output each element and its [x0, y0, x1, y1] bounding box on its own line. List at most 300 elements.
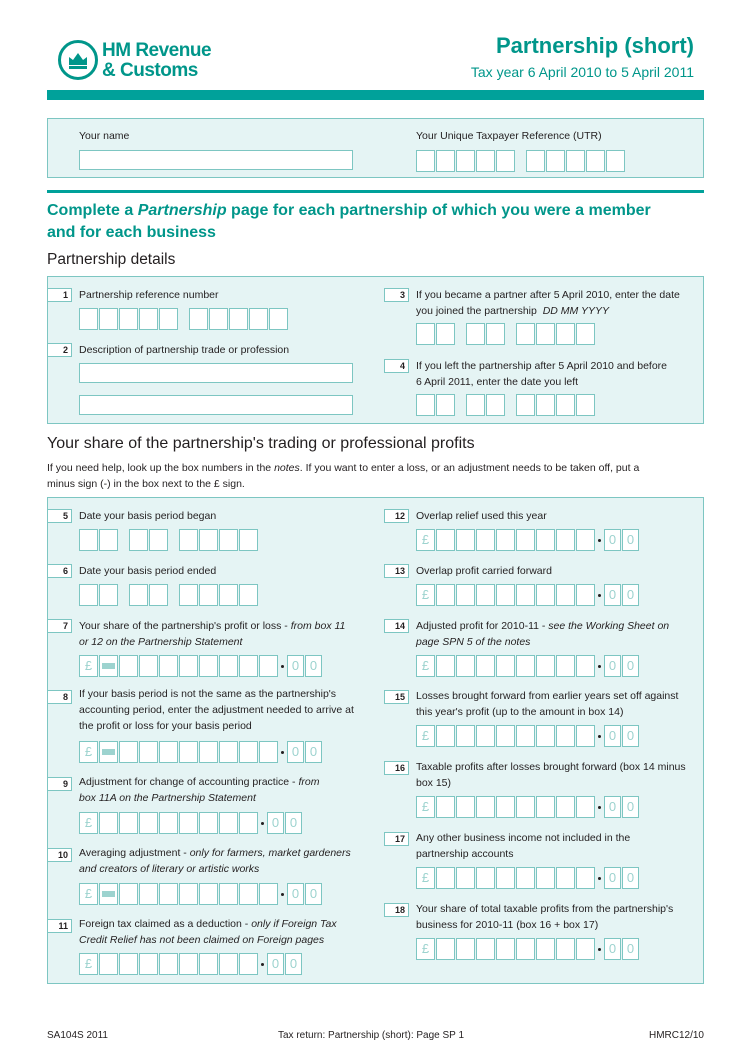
pence-zero: 0 [604, 584, 621, 606]
box-number: 16 [384, 761, 409, 775]
digit-cell[interactable] [556, 584, 575, 606]
cell-gap [119, 584, 129, 606]
digit-cell[interactable] [79, 308, 98, 330]
box10-label [79, 845, 351, 877]
box-number: 10 [47, 848, 72, 862]
pence-zero: 0 [604, 796, 621, 818]
digit-cell[interactable] [99, 308, 118, 330]
digit-cell[interactable] [229, 308, 248, 330]
trade-description-field-1[interactable] [79, 363, 353, 383]
digit-cell[interactable] [576, 394, 595, 416]
label-text: only for farmers, market gardeners [189, 847, 351, 859]
digit-cell[interactable] [199, 584, 218, 606]
digit-cell[interactable] [179, 584, 198, 606]
logo-line2: & Customs [102, 60, 198, 81]
digit-cell[interactable] [536, 529, 555, 551]
digit-cell[interactable] [436, 150, 455, 172]
digit-cell[interactable] [476, 867, 495, 889]
digit-cell[interactable] [576, 938, 595, 960]
digit-cell[interactable] [239, 953, 258, 975]
digit-cell[interactable] [436, 323, 455, 345]
basis-period-began-field[interactable] [79, 529, 259, 551]
digit-cell[interactable] [496, 655, 515, 677]
digit-cell[interactable] [476, 938, 495, 960]
digit-cell[interactable] [566, 150, 585, 172]
label-text: Partnership [137, 202, 227, 219]
digit-cell[interactable] [496, 150, 515, 172]
partnership-reference-field[interactable] [79, 308, 289, 330]
digit-cell[interactable] [149, 529, 168, 551]
adjusted-profit-field[interactable] [416, 655, 640, 677]
digit-cell[interactable] [496, 529, 515, 551]
digit-cell[interactable] [456, 529, 475, 551]
digit-cell[interactable] [259, 883, 278, 905]
box8-label [79, 686, 354, 734]
digit-cell[interactable] [239, 812, 258, 834]
digit-cell[interactable] [606, 150, 625, 172]
box-number: 15 [384, 690, 409, 704]
digit-cell[interactable] [149, 584, 168, 606]
pence-zero: 0 [622, 867, 639, 889]
digit-cell[interactable] [516, 529, 535, 551]
digit-cell[interactable] [139, 308, 158, 330]
profits-panel [47, 497, 704, 984]
digit-cell[interactable] [259, 741, 278, 763]
label-text: Any other business income not included in the [416, 832, 631, 844]
cell-gap [169, 584, 179, 606]
digit-cell[interactable] [139, 953, 158, 975]
digit-cell[interactable] [516, 655, 535, 677]
box12-label: Overlap relief used this year [416, 510, 547, 522]
digit-cell[interactable] [79, 529, 98, 551]
digit-cell[interactable] [436, 584, 455, 606]
digit-cell[interactable] [476, 796, 495, 818]
digit-cell[interactable] [556, 323, 575, 345]
overlap-profit-field[interactable] [416, 584, 640, 606]
box9-label [79, 774, 319, 806]
date-left-field[interactable] [416, 394, 596, 416]
taxable-profits-field[interactable] [416, 796, 640, 818]
pence-zero: 0 [604, 655, 621, 677]
pence-zero: 0 [287, 883, 304, 905]
label-text: Averaging adjustment - [79, 847, 190, 859]
pence-zero: 0 [285, 953, 302, 975]
hmrc-logo [58, 40, 238, 84]
taxpayer-panel [47, 118, 704, 178]
digit-cell[interactable] [219, 655, 238, 677]
decimal-point [596, 867, 604, 889]
digit-cell[interactable] [99, 584, 118, 606]
label-text: 6 April 2011, enter the date you left [416, 376, 579, 388]
decimal-point [279, 741, 287, 763]
your-name-field[interactable] [79, 150, 353, 170]
pound-sign: £ [416, 529, 435, 551]
digit-cell[interactable] [516, 725, 535, 747]
digit-cell[interactable] [119, 953, 138, 975]
label-text: box 11A on the Partnership Statement [79, 792, 256, 804]
cell-gap [456, 323, 466, 345]
box2-label: Description of partnership trade or profession [79, 344, 290, 356]
section-divider [47, 190, 704, 193]
box-number: 2 [47, 343, 72, 357]
digit-cell[interactable] [516, 867, 535, 889]
decimal-point [259, 812, 267, 834]
digit-cell[interactable] [556, 655, 575, 677]
crown-crest-icon [58, 40, 98, 80]
digit-cell[interactable] [119, 883, 138, 905]
box-number: 12 [384, 509, 409, 523]
digit-cell[interactable] [79, 584, 98, 606]
digit-cell[interactable] [576, 867, 595, 889]
digit-cell[interactable] [516, 394, 535, 416]
digit-cell[interactable] [466, 323, 485, 345]
box6-label: Date your basis period ended [79, 565, 217, 577]
digit-cell[interactable] [199, 812, 218, 834]
digit-cell[interactable] [436, 796, 455, 818]
digit-cell[interactable] [249, 308, 268, 330]
label-text: or 12 on the Partnership Statement [79, 636, 243, 648]
digit-cell[interactable] [199, 953, 218, 975]
label-text: DD MM YYYY [542, 305, 610, 317]
footer-version: HMRC12/10 [648, 1030, 704, 1041]
digit-cell[interactable] [516, 938, 535, 960]
pence-zero: 0 [287, 741, 304, 763]
share-help-text [47, 460, 707, 492]
digit-cell[interactable] [436, 725, 455, 747]
digit-cell[interactable] [159, 655, 178, 677]
share-profit-loss-field[interactable] [79, 655, 323, 677]
label-text: partnership accounts [416, 848, 514, 860]
digit-cell[interactable] [219, 741, 238, 763]
box3-label [416, 287, 680, 319]
digit-cell[interactable] [456, 867, 475, 889]
digit-cell[interactable] [516, 796, 535, 818]
pence-zero: 0 [604, 529, 621, 551]
decimal-point [596, 796, 604, 818]
digit-cell[interactable] [199, 883, 218, 905]
box-number: 6 [47, 564, 72, 578]
your-name-label: Your name [79, 130, 130, 142]
label-text: box 15) [416, 777, 452, 789]
box-number: 4 [384, 359, 409, 373]
digit-cell[interactable] [576, 323, 595, 345]
intro-heading [47, 200, 707, 244]
decimal-point [596, 529, 604, 551]
label-text: page SPN 5 of the notes [416, 636, 531, 648]
utr-field[interactable] [416, 150, 626, 172]
label-text: the profit or loss for your basis period [79, 720, 252, 732]
digit-cell[interactable] [239, 741, 258, 763]
box5-label: Date your basis period began [79, 510, 217, 522]
digit-cell[interactable] [129, 584, 148, 606]
digit-cell[interactable] [416, 323, 435, 345]
pound-sign: £ [79, 655, 98, 677]
label-text: business for 2010-11 (box 16 + box 17) [416, 919, 599, 931]
box16-label [416, 759, 686, 791]
label-text: Adjustment for change of accounting practice - [79, 776, 299, 788]
digit-cell[interactable] [526, 150, 545, 172]
digit-cell[interactable] [199, 655, 218, 677]
label-text: minus sign (-) in the box next to the £ sign. [47, 478, 245, 490]
label-text: Your share of total taxable profits from the partnership's [416, 903, 674, 915]
box-number: 17 [384, 832, 409, 846]
pence-zero: 0 [604, 725, 621, 747]
digit-cell[interactable] [456, 796, 475, 818]
digit-cell[interactable] [159, 308, 178, 330]
trade-description-field-2[interactable] [79, 395, 353, 415]
page-title: Partnership (short) [495, 33, 694, 58]
footer-form-code: SA104S 2011 [47, 1030, 108, 1041]
label-text: Losses brought forward from earlier years set off against [416, 690, 679, 702]
digit-cell[interactable] [416, 394, 435, 416]
digit-cell[interactable] [456, 150, 475, 172]
digit-cell[interactable] [219, 812, 238, 834]
digit-cell[interactable] [239, 883, 258, 905]
pound-sign: £ [416, 867, 435, 889]
digit-cell[interactable] [119, 812, 138, 834]
label-text: from [298, 776, 320, 788]
digit-cell[interactable] [546, 150, 565, 172]
cell-gap [506, 394, 516, 416]
digit-cell[interactable] [139, 741, 158, 763]
digit-cell[interactable] [536, 867, 555, 889]
digit-cell[interactable] [496, 938, 515, 960]
digit-cell[interactable] [179, 655, 198, 677]
digit-cell[interactable] [219, 953, 238, 975]
foreign-tax-field[interactable] [79, 953, 303, 975]
cell-gap [506, 323, 516, 345]
header-bar [47, 90, 704, 100]
decimal-point [279, 655, 287, 677]
averaging-adjustment-field[interactable] [79, 883, 323, 905]
digit-cell[interactable] [556, 938, 575, 960]
minus-sign-box[interactable] [99, 883, 118, 905]
digit-cell[interactable] [179, 529, 198, 551]
label-text: If you became a partner after 5 April 2010, enter the date [416, 289, 680, 301]
pence-zero: 0 [267, 812, 284, 834]
overlap-relief-field[interactable] [416, 529, 640, 551]
label-text: Taxable profits after losses brought forward (box 14 minus [416, 761, 686, 773]
digit-cell[interactable] [476, 725, 495, 747]
digit-cell[interactable] [456, 938, 475, 960]
digit-cell[interactable] [239, 655, 258, 677]
label-text: notes [274, 462, 300, 474]
digit-cell[interactable] [436, 394, 455, 416]
box1-label: Partnership reference number [79, 289, 219, 301]
digit-cell[interactable] [556, 867, 575, 889]
digit-cell[interactable] [159, 953, 178, 975]
footer-page-label: Tax return: Partnership (short): Page SP 1 [278, 1030, 465, 1041]
digit-cell[interactable] [99, 953, 118, 975]
digit-cell[interactable] [486, 323, 505, 345]
digit-cell[interactable] [219, 529, 238, 551]
decimal-point [279, 883, 287, 905]
basis-period-ended-field[interactable] [79, 584, 259, 606]
digit-cell[interactable] [119, 308, 138, 330]
total-taxable-profits-field[interactable] [416, 938, 640, 960]
cell-gap [179, 308, 189, 330]
digit-cell[interactable] [556, 529, 575, 551]
digit-cell[interactable] [416, 150, 435, 172]
digit-cell[interactable] [209, 308, 228, 330]
digit-cell[interactable] [219, 883, 238, 905]
label-text: Your share of the partnership's profit or loss - [79, 620, 291, 632]
pound-sign: £ [416, 584, 435, 606]
box-number: 5 [47, 509, 72, 523]
label-text: If you left the partnership after 5 April 2010 and before [416, 360, 667, 372]
other-business-income-field[interactable] [416, 867, 640, 889]
box-number: 7 [47, 619, 72, 633]
digit-cell[interactable] [536, 394, 555, 416]
pence-zero: 0 [285, 812, 302, 834]
digit-cell[interactable] [239, 584, 258, 606]
digit-cell[interactable] [556, 796, 575, 818]
digit-cell[interactable] [99, 812, 118, 834]
pound-sign: £ [416, 655, 435, 677]
label-text: If your basis period is not the same as the partnership's [79, 688, 337, 700]
pound-sign: £ [79, 953, 98, 975]
box14-label [416, 618, 669, 650]
digit-cell[interactable] [159, 741, 178, 763]
cell-gap [169, 529, 179, 551]
decimal-point [596, 655, 604, 677]
decimal-point [259, 953, 267, 975]
minus-sign-box[interactable] [99, 655, 118, 677]
digit-cell[interactable] [466, 394, 485, 416]
digit-cell[interactable] [139, 883, 158, 905]
label-text: you joined the partnership [416, 305, 537, 317]
digit-cell[interactable] [199, 741, 218, 763]
label-text: page for each partnership of which you were a member [226, 202, 651, 219]
details-panel [47, 276, 704, 424]
pence-zero: 0 [604, 938, 621, 960]
decimal-point [596, 584, 604, 606]
box-number: 18 [384, 903, 409, 917]
cell-gap [456, 394, 466, 416]
digit-cell[interactable] [556, 725, 575, 747]
digit-cell[interactable] [139, 655, 158, 677]
label-text: and for each business [47, 224, 216, 241]
digit-cell[interactable] [496, 796, 515, 818]
digit-cell[interactable] [586, 150, 605, 172]
digit-cell[interactable] [536, 938, 555, 960]
digit-cell[interactable] [456, 725, 475, 747]
digit-cell[interactable] [496, 584, 515, 606]
digit-cell[interactable] [259, 655, 278, 677]
box7-label [79, 618, 345, 650]
basis-adjustment-field[interactable] [79, 741, 323, 763]
label-text: If you need help, look up the box numbers in the [47, 462, 275, 474]
digit-cell[interactable] [456, 655, 475, 677]
digit-cell[interactable] [179, 741, 198, 763]
accounting-practice-adjustment-field[interactable] [79, 812, 303, 834]
digit-cell[interactable] [476, 529, 495, 551]
decimal-point [596, 725, 604, 747]
pence-zero: 0 [305, 655, 322, 677]
digit-cell[interactable] [189, 308, 208, 330]
digit-cell[interactable] [239, 529, 258, 551]
digit-cell[interactable] [129, 529, 148, 551]
box-number: 1 [47, 288, 72, 302]
digit-cell[interactable] [179, 953, 198, 975]
digit-cell[interactable] [436, 938, 455, 960]
label-text: only if Foreign Tax [251, 918, 337, 930]
label-text: Credit Relief has not been claimed on Foreign pages [79, 934, 325, 946]
digit-cell[interactable] [159, 812, 178, 834]
digit-cell[interactable] [476, 150, 495, 172]
digit-cell[interactable] [199, 529, 218, 551]
digit-cell[interactable] [119, 655, 138, 677]
digit-cell[interactable] [119, 741, 138, 763]
utr-label: Your Unique Taxpayer Reference (UTR) [416, 130, 602, 142]
digit-cell[interactable] [556, 394, 575, 416]
box17-label [416, 830, 630, 862]
digit-cell[interactable] [536, 655, 555, 677]
pence-zero: 0 [622, 938, 639, 960]
digit-cell[interactable] [576, 725, 595, 747]
digit-cell[interactable] [436, 867, 455, 889]
box11-label [79, 916, 337, 948]
box4-label [416, 358, 667, 390]
digit-cell[interactable] [179, 883, 198, 905]
losses-brought-forward-field[interactable] [416, 725, 640, 747]
date-joined-field[interactable] [416, 323, 596, 345]
digit-cell[interactable] [179, 812, 198, 834]
digit-cell[interactable] [139, 812, 158, 834]
digit-cell[interactable] [536, 323, 555, 345]
details-heading: Partnership details [47, 251, 176, 268]
digit-cell[interactable] [536, 584, 555, 606]
digit-cell[interactable] [516, 323, 535, 345]
digit-cell[interactable] [496, 725, 515, 747]
box-number: 9 [47, 777, 72, 791]
box-number: 14 [384, 619, 409, 633]
logo-line1: HM Revenue [102, 40, 212, 61]
pence-zero: 0 [305, 741, 322, 763]
pence-zero: 0 [622, 655, 639, 677]
box18-label [416, 901, 673, 933]
digit-cell[interactable] [269, 308, 288, 330]
minus-sign-box[interactable] [99, 741, 118, 763]
pound-sign: £ [416, 725, 435, 747]
label-text: and creators of literary or artistic works [79, 863, 260, 875]
digit-cell[interactable] [496, 867, 515, 889]
digit-cell[interactable] [436, 529, 455, 551]
digit-cell[interactable] [516, 584, 535, 606]
digit-cell[interactable] [476, 584, 495, 606]
digit-cell[interactable] [576, 796, 595, 818]
digit-cell[interactable] [536, 796, 555, 818]
cell-gap [119, 529, 129, 551]
share-heading: Your share of the partnership's trading or professional profits [47, 435, 475, 452]
digit-cell[interactable] [436, 655, 455, 677]
digit-cell[interactable] [486, 394, 505, 416]
digit-cell[interactable] [576, 529, 595, 551]
label-text: from box 11 [290, 620, 346, 632]
cell-gap [516, 150, 526, 172]
pence-zero: 0 [287, 655, 304, 677]
digit-cell[interactable] [99, 529, 118, 551]
decimal-point [596, 938, 604, 960]
digit-cell[interactable] [159, 883, 178, 905]
digit-cell[interactable] [219, 584, 238, 606]
pound-sign: £ [79, 812, 98, 834]
digit-cell[interactable] [456, 584, 475, 606]
digit-cell[interactable] [476, 655, 495, 677]
digit-cell[interactable] [576, 655, 595, 677]
digit-cell[interactable] [576, 584, 595, 606]
digit-cell[interactable] [536, 725, 555, 747]
